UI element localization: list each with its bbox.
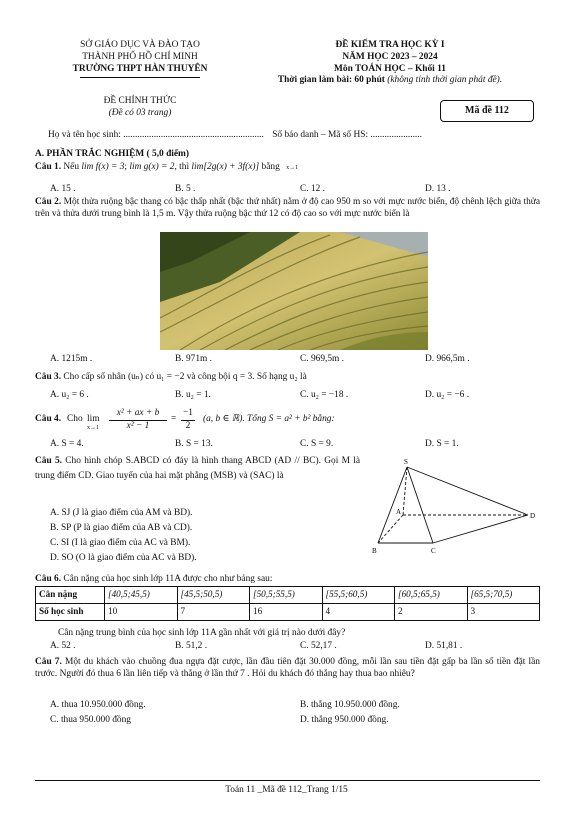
q1-limit-subscript: x→1 [286,165,299,171]
q6-question: Cân nặng trung bình của học sinh lớp 11A gần nhất với giá trị nào dưới đây? [58,628,346,638]
question-4: Câu 4. Cho lim x→1 x² + ax + b x² − 1 = −1 2 (a, b ∈ ℝ). Tổng S = a² + b² bằng: [35,408,335,431]
q1-option-c[interactable]: C. 12 . [300,184,326,194]
question-2: Câu 2. Một thửa ruộng bậc thang có bậc thấp nhất (bậc thứ nhất) nằm ở độ cao 950 m so với mực nước biển, độ chênh lệch giữa thửa trên và thửa dưới trung bình là 1,5 m. Vậy thửa ruộng bậc thứ 12 có độ cao so với mực nước biển là [35,197,541,219]
q6-option-c[interactable]: C. 52,17 . [300,641,337,651]
label-d: D [530,512,536,520]
q2-option-c[interactable]: C. 969,5m . [300,354,345,364]
q5-option-c[interactable]: C. SI (I là giao điểm của AC và BM). [50,538,191,549]
q7-option-a[interactable]: A. thua 10.950.000 đồng. [50,700,146,710]
pyramid-sabcd-diagram [370,455,540,565]
q4-result-den: 2 [185,421,191,431]
q4-option-c[interactable]: C. S = 9. [300,439,334,449]
table-row [36,604,540,621]
q5-option-d[interactable]: D. SO (O là giao điểm của AC và BD). [50,553,197,564]
q2-option-b[interactable]: B. 971m . [175,354,212,364]
q4-option-d[interactable]: D. S = 1. [425,439,459,449]
q4-fraction-den: x² − 1 [126,421,150,431]
q4-option-a[interactable]: A. S = 4. [50,439,84,449]
q7-option-c[interactable]: C. thua 950.000 đồng [50,715,131,725]
q5-options [50,506,370,566]
edge-sd [407,467,528,515]
table-cell: [45,5;50,5) [177,587,250,604]
edge-ab [378,515,403,543]
q1-limit-expr: lim[2g(x) + 3f(x)] [191,162,260,172]
label-a: A [396,508,402,516]
rice-terrace-photo [160,232,428,350]
rice-terrace-image [160,232,428,350]
label-b: B [372,547,377,555]
q3-option-a[interactable]: A. u₂ = 6 . [50,390,89,400]
table-cell: [65,5;70,5) [467,587,540,604]
weight-frequency-table [35,586,540,621]
table-cell: 16 [250,604,323,621]
question-7: Câu 7. Một du khách vào chuồng đua ngựa đặt cược, lần đầu tiên đặt 30.000 đồng, mỗi lần sau tiền đặt gấp ba lần số tiền đặt lần trước. Người đó thua 6 lần liên tiếp và thắng ở lần thứ 7 . Hỏi du khách đó thắng hay thua bao nhiêu? [35,657,540,679]
question-5: Câu 5. Cho hình chóp S.ABCD có đáy là hình thang ABCD (AD // BC). Gọi M là trung điểm CD. Giao tuyến của hai mặt phẳng (MSB) và (SAC) là [35,456,361,481]
table-cell: [55,5;60,5) [322,587,395,604]
city-name: THÀNH PHỐ HỒ CHÍ MINH [82,51,198,62]
school-name: TRƯỜNG THPT HÀN THUYÊN [72,63,208,74]
q1-option-b[interactable]: B. 5 . [175,184,196,194]
q3-option-c[interactable]: C. u₂ = −18 . [300,390,349,400]
table-cell: [60,5;65,5) [395,587,468,604]
edge-cd [433,515,528,543]
header-left [30,40,250,78]
question-3: Câu 3. Cho cấp số nhân (uₙ) có u₁ = −2 và công bội q = 3. Số hạng u₂ là [35,372,307,382]
page-footer: Toán 11 _Mã đề 112_Trang 1/15 [225,785,348,795]
exam-code-badge: Mã đề 112 [440,100,534,122]
table-cell: [50,5;55,5) [250,587,323,604]
edge-sa [403,467,407,515]
q6-option-b[interactable]: B. 51,2 . [175,641,208,651]
table-row [36,587,540,604]
table-cell: 7 [177,604,250,621]
q4-lim-sub: x→1 [87,425,99,431]
q1-limit-f: lim f(x) = 3 [81,162,125,172]
table-cell: 4 [322,604,395,621]
q4-result-num: −1 [181,408,195,421]
official-label: ĐỀ CHÍNH THỨC [103,96,177,106]
label-s: S [404,458,408,466]
exam-title: ĐỀ KIỂM TRA HỌC KỲ I [335,40,445,50]
q7-option-d[interactable]: D. thắng 950.000 đồng. [300,715,389,725]
edge-sb [378,467,407,543]
q2-option-a[interactable]: A. 1215m . [50,354,93,364]
q7-option-b[interactable]: B. thắng 10.950.000 đồng. [300,700,400,710]
q6-option-d[interactable]: D. 51,81 . [425,641,463,651]
student-info-line [48,130,548,142]
section-a-title: A. PHẦN TRẮC NGHIỆM ( 5,0 điểm) [35,149,189,159]
q4-condition: (a, b ∈ ℝ). Tổng S = a² + b² bằng: [203,414,335,424]
student-id-field: Số báo danh – Mã số HS: ...................... [272,130,422,140]
pyramid-figure [370,455,540,565]
q4-option-b[interactable]: B. S = 13. [175,439,213,449]
exam-subject: Môn TOÁN HỌC – Khối 11 [334,63,446,74]
student-name-field: Họ và tên học sinh: ............................................................ [48,130,264,140]
q1-option-a[interactable]: A. 15 . [50,184,76,194]
label-c: C [431,547,436,555]
q4-lim: lim [87,414,100,424]
exam-time: Thời gian làm bài: 60 phút (không tính thời gian phát đề). [277,75,503,86]
table-cell: [40,5;45,5) [105,587,178,604]
q4-fraction-num: x² + ax + b [109,408,167,421]
school-underline [80,77,200,78]
q5-option-a[interactable]: A. SJ (J là giao điểm của AM và BD). [50,508,193,518]
q3-option-b[interactable]: B. u₂ = 1. [175,390,211,400]
edge-sc [407,467,433,543]
school-year: NĂM HỌC 2023 – 2024 [342,51,438,62]
table-cell: 10 [105,604,178,621]
footer-divider [35,780,540,781]
table-header-count: Số học sinh [36,604,105,621]
official-block [60,96,220,120]
q1-limit-g: lim g(x) = 2 [129,162,175,172]
question-6: Câu 6. Cân nặng của học sinh lớp 11A được cho như bảng sau: [35,574,273,584]
header-right [225,40,555,87]
q1-option-d[interactable]: D. 13 . [425,184,451,194]
table-cell: 2 [395,604,468,621]
q3-option-d[interactable]: D. u₂ = −6 . [425,390,470,400]
q5-option-b[interactable]: B. SP (P là giao điểm của AB và CD). [50,523,193,534]
question-1: Câu 1. Nếu lim f(x) = 3; lim g(x) = 2, thì lim[2g(x) + 3f(x)] bằng x→1 [35,162,299,172]
table-header-weight: Cân nặng [36,587,105,604]
table-cell: 3 [467,604,540,621]
q6-option-a[interactable]: A. 52 . [50,641,76,651]
page-count: (Đề có 03 trang) [108,107,172,118]
q2-option-d[interactable]: D. 966,5m . [425,354,470,364]
dept-name: SỞ GIÁO DỤC VÀ ĐÀO TẠO [80,40,200,50]
q7-options [50,700,530,730]
